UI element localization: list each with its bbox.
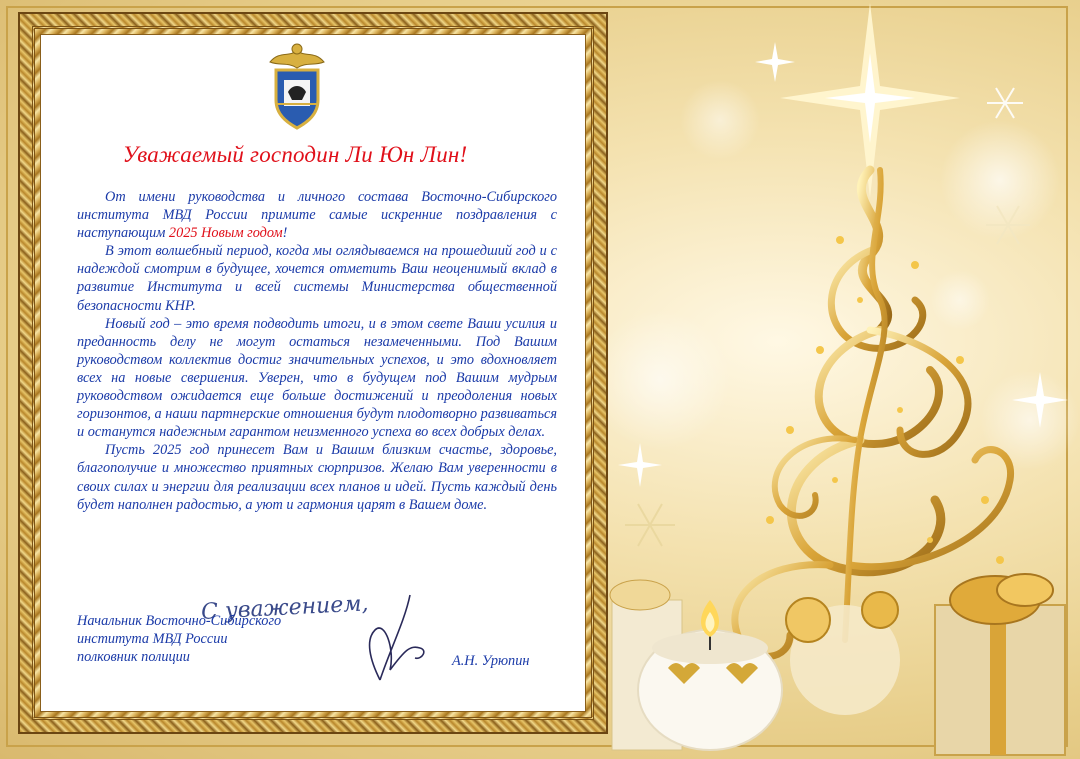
gift-box-icon	[935, 574, 1065, 755]
greeting-heading: Уважаемый господин Ли Юн Лин!	[122, 142, 468, 167]
closing-text: С уважением,	[200, 591, 370, 626]
new-year-highlight: 2025 Новым годом	[168, 225, 283, 242]
signatory-title	[77, 612, 377, 666]
paragraph-1-end: !	[282, 225, 288, 242]
snowflake-icon	[987, 88, 1023, 118]
paragraph-3: Новый год – это время подводить итоги, и в этом свете Ваши усилия и преданность делу не могут остаться незамеченными. Под Вашим руководством коллектив достиг значительных успехов, и это вдохновляет всех на новые свершения. Уверен, что в будущем под Вашим мудрым руководством ожидается еще больше достижений и преодоления новых горизонтов, а наши партнерские отношения будут плодотворно развиваться и останутся надежным гарантом неизменного успеха во всех добрых делах.	[77, 315, 557, 441]
paragraph-2: В этот волшебный период, когда мы оглядываемся на прошедший год и с надеждой смотрим в будущее, хочется отметить Ваш неоценимый вклад в развитие Института и всей системы Министерства общественной безопасности КНР.	[77, 243, 557, 314]
mvd-emblem-icon	[262, 40, 332, 134]
paragraph-1	[77, 188, 557, 242]
letter-body	[77, 188, 557, 514]
signatory-line-2: института МВД России	[77, 631, 228, 648]
snowflake-icon	[625, 504, 675, 546]
paragraph-4: Пусть 2025 год принесет Вам и Вашим близким счастье, здоровье, благополучие и множество приятных сюрпризов. Желаю Вам уверенности в своих силах и энергии для реализации всех планов и идей. Пусть каждый день будет наполнен радостью, а уют и гармония царят в Вашем доме.	[77, 442, 557, 513]
signatory-name: А.Н. Урюпин	[452, 653, 530, 669]
paragraph-1-text: От имени руководства и личного состава Восточно-Сибирского института МВД России примите самые искренние поздравления с наступающим	[77, 189, 557, 242]
signatory-line-3: полковник полиции	[77, 649, 190, 666]
signatory-line-1: Начальник Восточно-Сибирского	[77, 613, 282, 629]
star-icon	[755, 42, 795, 82]
